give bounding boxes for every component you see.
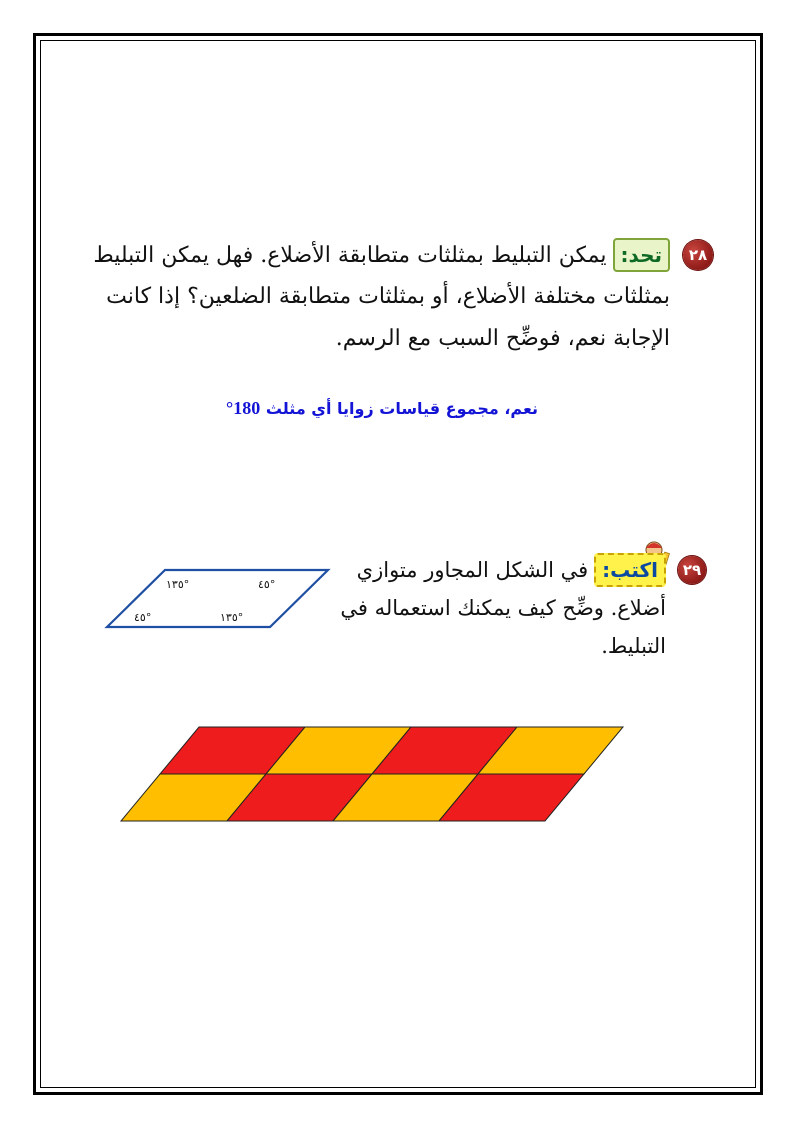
question-29-line-2: أضلاع. وضِّح كيف يمكنك استعماله في	[340, 596, 666, 620]
write-label: اكتب:	[594, 553, 666, 587]
angle-top-left: ١٣٥°	[166, 578, 190, 591]
question-28-number: ٢٨	[688, 246, 708, 264]
angle-bottom-left: ٤٥°	[134, 611, 152, 624]
angle-bottom-right: ١٣٥°	[220, 611, 244, 624]
question-29-number: ٢٩	[682, 561, 702, 579]
question-29-line-3: التبليط.	[601, 634, 666, 658]
angle-top-right: ٤٥°	[258, 578, 276, 591]
question-28-line-2: بمثلثات مختلفة الأضلاع، أو بمثلثات متطابقة الضلعين؟ إذا كانت	[106, 284, 670, 309]
answer-28-value: 180°	[226, 398, 261, 418]
question-29-text-1: في الشكل المجاور متوازي	[356, 558, 589, 582]
answer-28-text: نعم، مجموع قياسات زوايا أي مثلث	[265, 399, 538, 418]
question-28-line-3: الإجابة نعم، فوضِّح السبب مع الرسم.	[335, 326, 670, 351]
challenge-label: تحد:	[613, 238, 670, 272]
question-28-text-1: يمكن التبليط بمثلثات متطابقة الأضلاع. فهل يمكن التبليط	[93, 243, 607, 268]
